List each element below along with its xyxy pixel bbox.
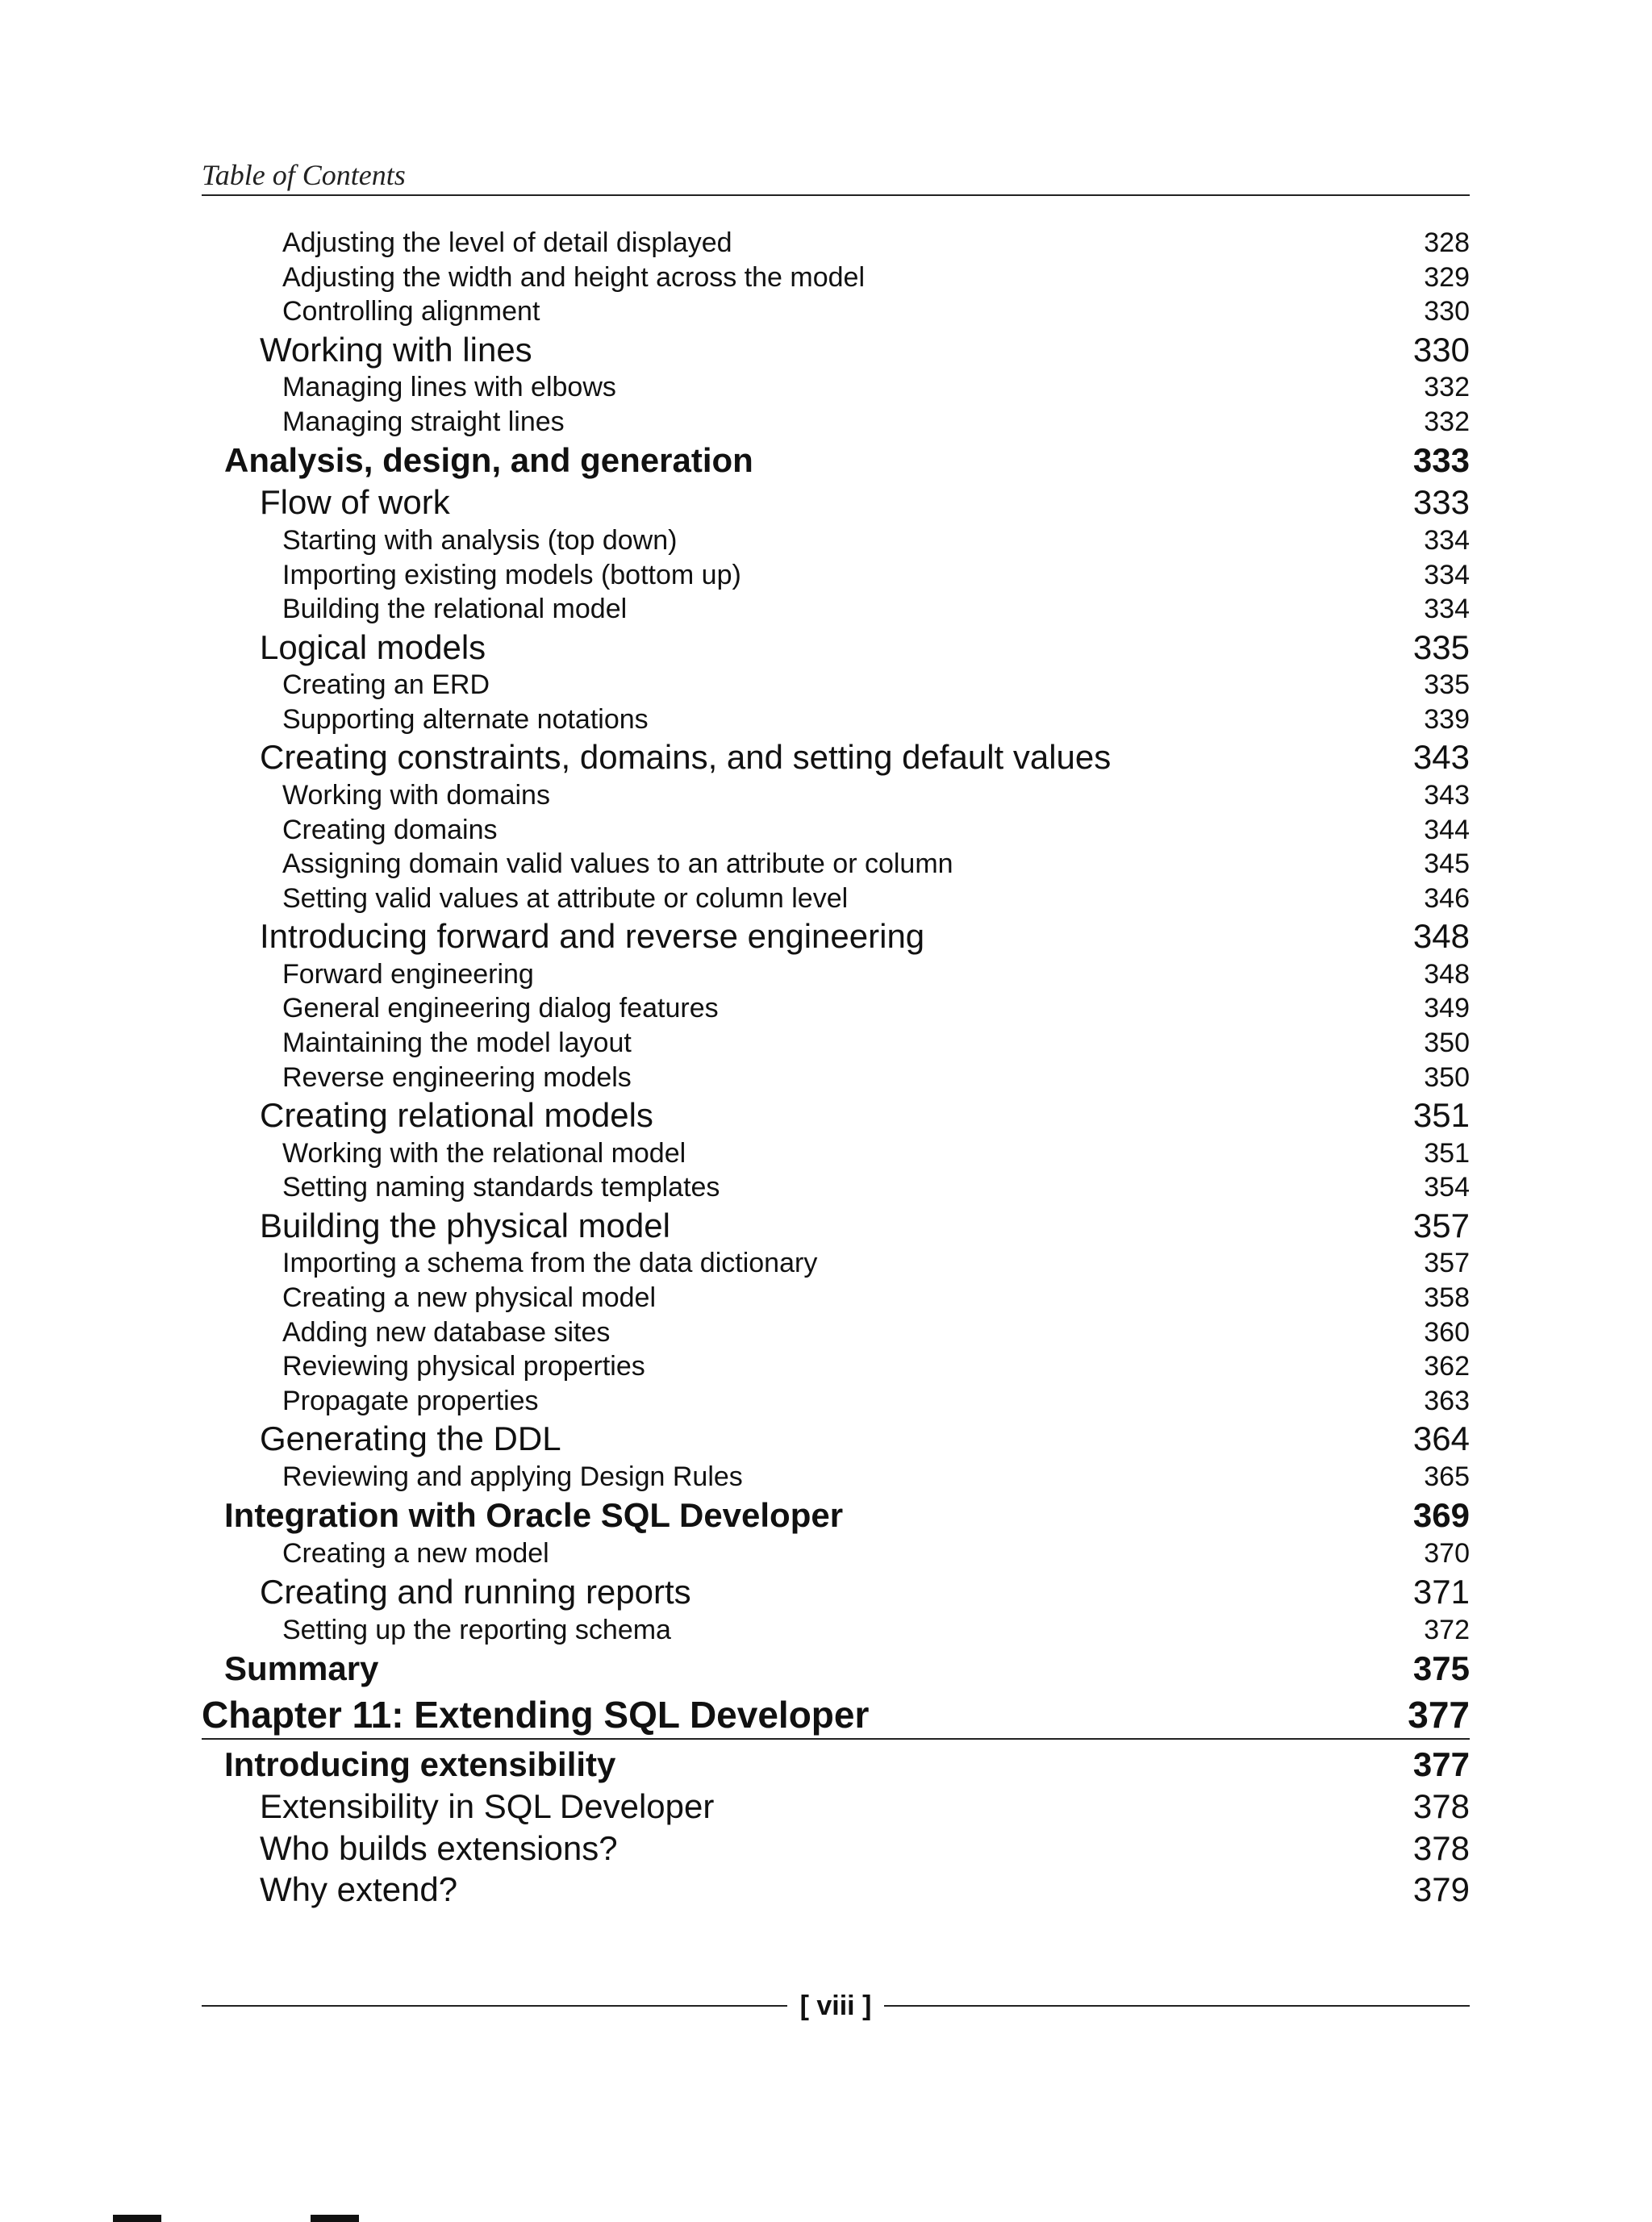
toc-entry-title: Setting valid values at attribute or column level <box>282 882 849 914</box>
toc-entry-title: Controlling alignment <box>282 296 540 327</box>
toc-entry <box>202 1828 1470 1870</box>
toc-entry-page: 329 <box>1424 261 1470 293</box>
toc-entry-page: 345 <box>1424 848 1470 880</box>
toc-entry-title: Creating domains <box>282 814 498 845</box>
toc-entry-title: General engineering dialog features <box>282 993 719 1024</box>
toc-entry-title: Setting naming standards templates <box>282 1172 720 1203</box>
toc-entry-page: 348 <box>1424 958 1470 990</box>
toc-entry-title: Who builds extensions? <box>260 1828 618 1867</box>
toc-entry-page: 334 <box>1424 559 1470 590</box>
toc-entry-title: Supporting alternate notations <box>282 703 649 735</box>
toc-entry-page: 377 <box>1412 1745 1470 1784</box>
toc-entry <box>202 991 1470 1026</box>
toc-entry <box>202 294 1470 329</box>
toc-entry-title: Managing straight lines <box>282 406 565 437</box>
toc-entry-page: 354 <box>1424 1172 1470 1203</box>
toc-entry-page: 378 <box>1412 1828 1470 1867</box>
toc-entry-title: Importing a schema from the data dictionary <box>282 1248 818 1279</box>
toc-entry-title: Reverse engineering models <box>282 1061 632 1093</box>
toc-entry-page: 375 <box>1412 1649 1470 1688</box>
toc-entry <box>202 1743 1470 1786</box>
toc-entry-page: 350 <box>1424 1061 1470 1093</box>
toc-entry-title: Analysis, design, and generation <box>224 441 753 480</box>
toc-entry <box>202 1571 1470 1613</box>
toc-entry-title: Chapter 11: Extending SQL Developer <box>202 1694 870 1736</box>
toc-entry-page: 343 <box>1424 779 1470 811</box>
toc-entry-title: Working with the relational model <box>282 1137 686 1169</box>
crop-mark-right <box>311 2215 359 2222</box>
toc-entry-title: Forward engineering <box>282 958 534 990</box>
toc-entry-page: 370 <box>1424 1538 1470 1570</box>
toc-entry-page: 332 <box>1424 406 1470 437</box>
toc-entry <box>202 957 1470 992</box>
header-rule <box>202 194 1470 196</box>
toc-entry-title: Adding new database sites <box>282 1316 611 1348</box>
toc-entry-page: 372 <box>1424 1614 1470 1645</box>
toc-entry-page: 339 <box>1424 703 1470 735</box>
toc-entry-title: Setting up the reporting schema <box>282 1614 671 1645</box>
toc-entry <box>202 1315 1470 1350</box>
toc-entry-page: 365 <box>1424 1461 1470 1492</box>
toc-entry <box>202 405 1470 440</box>
toc-entry <box>202 1460 1470 1495</box>
toc-entry-title: Maintaining the model layout <box>282 1028 632 1058</box>
toc-entry <box>202 1869 1470 1911</box>
toc-entry <box>202 1170 1470 1205</box>
toc-entry <box>202 329 1470 371</box>
toc-entry-title: Logical models <box>260 627 486 666</box>
running-header: Table of Contents <box>202 159 406 191</box>
toc-entry <box>202 882 1470 916</box>
toc-entry <box>202 847 1470 882</box>
toc-entry <box>202 439 1470 482</box>
toc-entry-title: Flow of work <box>260 483 450 522</box>
toc-entry-page: 360 <box>1424 1316 1470 1348</box>
toc-entry <box>202 668 1470 702</box>
toc-entry-title: Reviewing physical properties <box>282 1351 645 1382</box>
toc-entry-page: 362 <box>1424 1351 1470 1382</box>
toc-entry-title: Creating and running reports <box>260 1573 691 1611</box>
toc-entry-title: Creating a new model <box>282 1538 549 1570</box>
toc-entry <box>202 261 1470 295</box>
toc-entry-page: 334 <box>1424 524 1470 556</box>
toc-entry <box>202 1786 1470 1828</box>
toc-entry-title: Creating relational models <box>260 1096 653 1135</box>
toc-entry-title: Adjusting the level of detail displayed <box>282 227 732 258</box>
toc-entry-page: 344 <box>1424 814 1470 845</box>
toc-entry <box>202 1205 1470 1247</box>
toc-entry-page: 332 <box>1424 372 1470 403</box>
toc-entry <box>202 482 1470 523</box>
toc-entry <box>202 1026 1470 1061</box>
toc-entry-title: Extensibility in SQL Developer <box>260 1787 715 1826</box>
toc-entry-title: Building the physical model <box>260 1206 670 1244</box>
toc-entry-page: 379 <box>1412 1870 1470 1909</box>
toc-entry-title: Working with lines <box>260 330 532 369</box>
toc-entry <box>202 523 1470 558</box>
toc-entry <box>202 1281 1470 1315</box>
toc-entry-page: 351 <box>1424 1137 1470 1169</box>
toc-entry-title: Creating a new physical model <box>282 1282 657 1313</box>
toc-entry <box>202 1246 1470 1281</box>
toc-entry-page: 343 <box>1412 738 1470 777</box>
toc-entry-page: 350 <box>1424 1028 1470 1058</box>
toc-entry <box>202 592 1470 627</box>
toc-entry-page: 364 <box>1412 1419 1470 1458</box>
toc-entry-page: 335 <box>1412 627 1470 666</box>
toc-entry-page: 378 <box>1412 1787 1470 1826</box>
toc-entry <box>202 627 1470 669</box>
toc-entry-title: Introducing forward and reverse engineering <box>260 917 925 956</box>
toc-entry-page: 335 <box>1424 669 1470 701</box>
toc-entry <box>202 1647 1470 1690</box>
toc-entry <box>202 1061 1470 1095</box>
toc-entry-title: Building the relational model <box>282 594 628 625</box>
page-footer <box>202 1986 1470 2026</box>
toc-entry-title: Creating an ERD <box>282 669 490 701</box>
toc-entry-page: 334 <box>1424 594 1470 625</box>
toc-entry-title: Introducing extensibility <box>224 1745 616 1784</box>
toc-entry <box>202 1136 1470 1171</box>
toc-entry-page: 358 <box>1424 1282 1470 1313</box>
toc-entry-page: 377 <box>1408 1694 1470 1736</box>
toc-entry <box>202 736 1470 778</box>
toc-entry <box>202 778 1470 813</box>
toc-entry-title: Propagate properties <box>282 1385 539 1416</box>
crop-mark-left <box>113 2215 161 2222</box>
toc-entry-title: Adjusting the width and height across the model <box>282 261 866 293</box>
footer-rule-right <box>884 2005 1470 2007</box>
toc-entry <box>202 1349 1470 1384</box>
toc-entry-title: Starting with analysis (top down) <box>282 524 678 556</box>
page-number: [ viii ] <box>799 1990 872 2021</box>
toc-entry-page: 357 <box>1424 1248 1470 1279</box>
table-of-contents <box>202 226 1470 1911</box>
toc-entry-title: Why extend? <box>260 1870 458 1909</box>
toc-entry-page: 333 <box>1412 441 1470 480</box>
toc-entry-page: 357 <box>1412 1206 1470 1244</box>
toc-entry-page: 330 <box>1424 296 1470 327</box>
toc-entry <box>202 1536 1470 1571</box>
toc-entry-title: Managing lines with elbows <box>282 372 616 403</box>
toc-entry <box>202 702 1470 737</box>
toc-entry <box>202 1418 1470 1460</box>
toc-entry-title: Creating constraints, domains, and setting default values <box>260 738 1112 777</box>
toc-entry <box>202 1494 1470 1536</box>
toc-entry-title: Working with domains <box>282 779 550 811</box>
toc-entry <box>202 1384 1470 1419</box>
toc-entry-title: Reviewing and applying Design Rules <box>282 1461 743 1492</box>
toc-entry-title: Assigning domain valid values to an attribute or column <box>282 848 953 880</box>
toc-entry-page: 330 <box>1412 330 1470 369</box>
toc-entry <box>202 915 1470 957</box>
toc-entry-page: 333 <box>1412 483 1470 522</box>
toc-entry <box>202 813 1470 848</box>
toc-entry-page: 351 <box>1412 1096 1470 1135</box>
toc-entry-page: 328 <box>1424 227 1470 258</box>
toc-entry <box>202 1613 1470 1648</box>
toc-entry-title: Generating the DDL <box>260 1419 561 1458</box>
toc-entry-page: 348 <box>1412 917 1470 956</box>
toc-entry-title: Importing existing models (bottom up) <box>282 559 741 590</box>
toc-entry-page: 349 <box>1424 993 1470 1024</box>
toc-entry <box>202 226 1470 261</box>
toc-entry-title: Integration with Oracle SQL Developer <box>224 1496 844 1535</box>
toc-entry-page: 346 <box>1424 882 1470 914</box>
toc-chapter <box>202 1690 1470 1740</box>
toc-entry <box>202 370 1470 405</box>
toc-entry <box>202 1094 1470 1136</box>
toc-entry <box>202 558 1470 593</box>
footer-rule-left <box>202 2005 787 2007</box>
toc-entry-page: 363 <box>1424 1385 1470 1416</box>
toc-entry-page: 371 <box>1412 1573 1470 1611</box>
toc-entry-title: Summary <box>224 1649 379 1688</box>
toc-entry-page: 369 <box>1412 1496 1470 1535</box>
